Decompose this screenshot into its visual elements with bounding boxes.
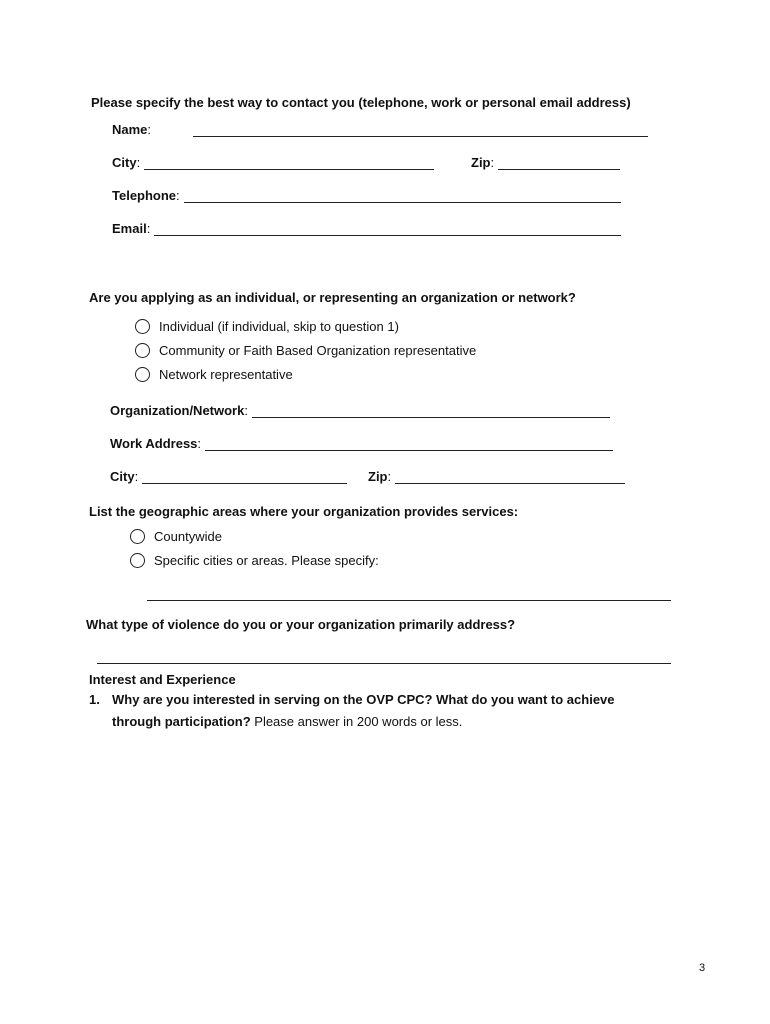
question-1-instruction: Please answer in 200 words or less. [250,714,463,729]
name-field[interactable] [193,125,648,137]
work-address-row: Work Address : [110,436,613,451]
email-label: Email [112,221,147,236]
zip-row: Zip : [471,155,620,170]
org-city-label: City [110,469,135,484]
telephone-field[interactable] [184,191,621,203]
question-1-line-1: Why are you interested in serving on the OVP CPC? What do you want to achieve [112,692,615,707]
question-1-bold: through participation? [112,714,251,729]
org-zip-row: Zip : [368,469,625,484]
option-individual[interactable] [135,319,399,334]
question-1-number: 1. [89,692,100,707]
email-field[interactable] [154,224,621,236]
city-row: City : [112,155,434,170]
applying-question: Are you applying as an individual, or representing an organization or network? [89,290,576,305]
radio-circle-icon[interactable] [135,367,150,382]
option-label: Network representative [159,367,293,382]
option-label: Specific cities or areas. Please specify: [154,553,379,568]
violence-question: What type of violence do you or your organization primarily address? [86,617,516,632]
organization-label: Organization/Network [110,403,245,418]
radio-circle-icon[interactable] [135,343,150,358]
name-row: Name : [112,122,648,137]
organization-row: Organization/Network : [110,403,610,418]
city-field[interactable] [144,158,434,170]
option-specific-areas[interactable] [130,553,379,568]
radio-circle-icon[interactable] [130,529,145,544]
option-countywide[interactable] [130,529,222,544]
zip-label: Zip [471,155,491,170]
name-label: Name [112,122,148,137]
violence-answer-field[interactable] [97,663,671,664]
org-city-row: City : [110,469,347,484]
interest-heading: Interest and Experience [89,672,236,687]
organization-field[interactable] [252,406,610,418]
page-number: 3 [699,962,706,974]
option-community-org[interactable] [135,343,476,358]
org-zip-label: Zip [368,469,388,484]
contact-heading: Please specify the best way to contact you (telephone, work or personal email address) [91,95,631,110]
org-zip-field[interactable] [395,472,625,484]
option-label: Community or Faith Based Organization representative [159,343,477,358]
work-address-field[interactable] [205,439,613,451]
zip-field[interactable] [498,158,620,170]
option-label: Countywide [154,529,222,544]
specify-areas-field[interactable] [147,600,671,601]
radio-circle-icon[interactable] [135,319,150,334]
telephone-row: Telephone : [112,188,621,203]
question-1-line-2 [112,714,462,729]
option-network[interactable] [135,367,293,382]
telephone-label: Telephone [112,188,177,203]
org-city-field[interactable] [142,472,347,484]
geographic-question: List the geographic areas where your organization provides services: [89,504,519,519]
city-label: City [112,155,137,170]
radio-circle-icon[interactable] [130,553,145,568]
work-address-label: Work Address [110,436,198,451]
option-label: Individual (if individual, skip to question 1) [159,319,399,334]
email-row: Email : [112,221,621,236]
